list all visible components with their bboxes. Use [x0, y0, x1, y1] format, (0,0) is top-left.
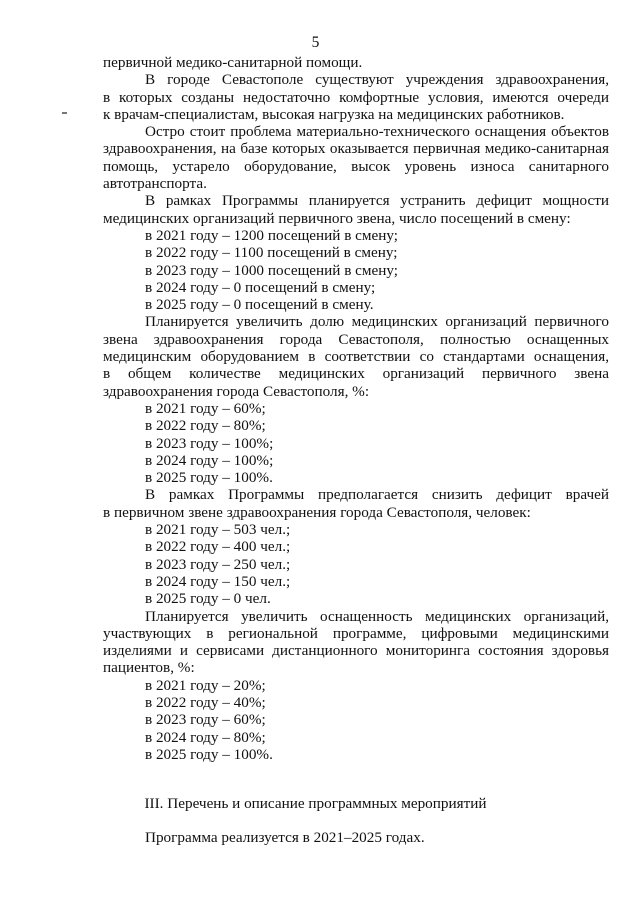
- list-item: в 2022 году – 400 чел.;: [145, 538, 291, 556]
- paragraph-line: участвующих в региональной программе, цифровыми медицинскими: [103, 624, 609, 642]
- list-item: в 2021 году – 20%;: [145, 676, 266, 694]
- list-item: в 2021 году – 503 чел.;: [145, 521, 291, 539]
- paragraph-line: в первичном звене здравоохранения города Севастополя, человек:: [103, 503, 531, 521]
- paragraph-line: в общем количестве медицинских организаций первичного звена: [103, 365, 609, 383]
- list-item: в 2023 году – 250 чел.;: [145, 555, 291, 573]
- list-item: в 2022 году – 1100 посещений в смену;: [145, 244, 398, 262]
- page-number: 5: [311, 34, 320, 51]
- paragraph-line: В рамках Программы планируется устранить дефицит мощности: [145, 192, 609, 210]
- paragraph-line: В городе Севастополе существуют учреждения здравоохранения,: [145, 71, 609, 89]
- paragraph-line: автотранспорта.: [103, 175, 207, 193]
- list-item: в 2025 году – 0 посещений в смену.: [145, 296, 374, 314]
- paragraph-line: медицинских организаций первичного звена, число посещений в смену:: [103, 209, 571, 227]
- paragraph-line: здравоохранения, на базе которых оказывается первичная медико-санитарная: [103, 140, 609, 158]
- body-text: [103, 54, 609, 763]
- paragraph-line: здравоохранения города Севастополя, %:: [103, 382, 370, 400]
- list-item: в 2024 году – 80%;: [145, 728, 266, 746]
- paragraph-line: Планируется увеличить долю медицинских организаций первичного: [145, 313, 609, 331]
- list-item: в 2021 году – 60%;: [145, 399, 266, 417]
- list-item: в 2021 году – 1200 посещений в смену;: [145, 226, 399, 244]
- list-item: в 2024 году – 100%;: [145, 451, 274, 469]
- paragraph-line: к врачам-специалистам, высокая нагрузка на медицинских работников.: [103, 105, 565, 123]
- program-period-text: Программа реализуется в 2021–2025 годах.: [145, 829, 425, 846]
- paragraph-line: первичной медико-санитарной помощи.: [103, 54, 363, 71]
- list-item: в 2024 году – 0 посещений в смену;: [145, 278, 376, 296]
- paragraph-line: Планируется увеличить оснащенность медицинских организаций,: [145, 607, 609, 625]
- scan-mark: [62, 112, 67, 114]
- paragraph-line: помощь, устарело оборудование, высок уровень износа санитарного: [103, 157, 609, 175]
- paragraph-line: В рамках Программы предполагается снизить дефицит врачей: [145, 486, 609, 504]
- paragraph-line: Остро стоит проблема материально-технического оснащения объектов: [145, 123, 609, 141]
- list-item: в 2023 году – 100%;: [145, 434, 274, 452]
- paragraph-line: изделиями и сервисами дистанционного мониторинга состояния здоровья: [103, 642, 609, 660]
- paragraph-line: медицинским оборудованием в соответствии со стандартами оснащения,: [103, 348, 609, 366]
- list-item: в 2025 году – 100%.: [145, 469, 273, 487]
- list-item: в 2022 году – 40%;: [145, 693, 266, 711]
- paragraph-line: пациентов, %:: [103, 659, 195, 677]
- list-item: в 2025 году – 100%.: [145, 745, 273, 763]
- list-item: в 2023 году – 1000 посещений в смену;: [145, 261, 399, 279]
- list-item: в 2022 году – 80%;: [145, 417, 266, 435]
- list-item: в 2024 году – 150 чел.;: [145, 572, 291, 590]
- paragraph-line: звена здравоохранения города Севастополя, полностью оснащенных: [103, 330, 609, 348]
- list-item: в 2023 году – 60%;: [145, 711, 266, 729]
- paragraph-line: в которых созданы недостаточно комфортные условия, имеются очереди: [103, 88, 609, 106]
- section-heading: III. Перечень и описание программных мероприятий: [144, 795, 487, 812]
- list-item: в 2025 году – 0 чел.: [145, 590, 271, 608]
